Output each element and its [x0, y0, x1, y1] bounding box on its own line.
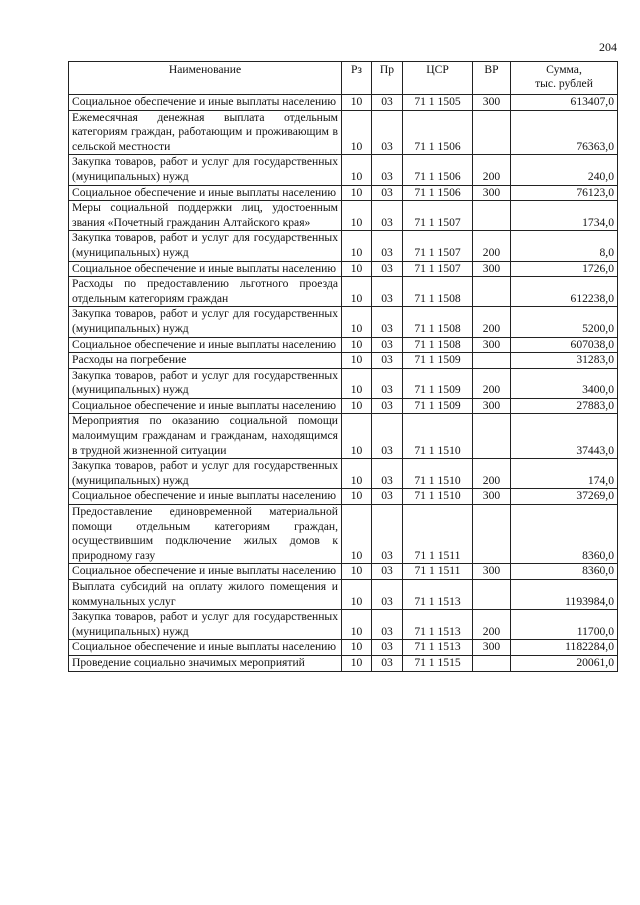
cell-csr: 71 1 1510 [403, 414, 473, 459]
table-row [69, 655, 618, 671]
cell-rz: 10 [342, 459, 372, 489]
header-rz: Рз [342, 62, 372, 95]
cell-csr: 71 1 1506 [403, 110, 473, 155]
cell-csr: 71 1 1506 [403, 185, 473, 201]
cell-sum: 1182284,0 [511, 640, 618, 656]
cell-pr: 03 [372, 277, 403, 307]
cell-sum: 1193984,0 [511, 580, 618, 610]
header-name: Наименование [69, 62, 342, 95]
cell-pr: 03 [372, 337, 403, 353]
cell-csr: 71 1 1507 [403, 261, 473, 277]
cell-vr: 300 [473, 95, 511, 111]
cell-name: Предоставление единовременной материальной помощи отдельным категориям граждан, осуществившим подключение жилых домов к природному газу [69, 505, 342, 564]
cell-csr: 71 1 1513 [403, 640, 473, 656]
table-row [69, 307, 618, 337]
cell-csr: 71 1 1510 [403, 489, 473, 505]
cell-csr: 71 1 1505 [403, 95, 473, 111]
cell-rz: 10 [342, 231, 372, 261]
cell-csr: 71 1 1506 [403, 155, 473, 185]
cell-pr: 03 [372, 564, 403, 580]
table-row [69, 277, 618, 307]
cell-rz: 10 [342, 564, 372, 580]
cell-vr [473, 505, 511, 564]
cell-name: Закупка товаров, работ и услуг для государственных (муниципальных) нужд [69, 155, 342, 185]
table-row [69, 610, 618, 640]
cell-csr: 71 1 1513 [403, 610, 473, 640]
cell-pr: 03 [372, 231, 403, 261]
header-vr: ВР [473, 62, 511, 95]
cell-name: Социальное обеспечение и иные выплаты населению [69, 398, 342, 414]
cell-sum: 76363,0 [511, 110, 618, 155]
table-row [69, 261, 618, 277]
table-row [69, 201, 618, 231]
cell-csr: 71 1 1508 [403, 337, 473, 353]
cell-name: Социальное обеспечение и иные выплаты населению [69, 95, 342, 111]
table-row [69, 337, 618, 353]
cell-rz: 10 [342, 261, 372, 277]
cell-vr: 300 [473, 185, 511, 201]
table-row [69, 231, 618, 261]
cell-vr: 300 [473, 640, 511, 656]
cell-rz: 10 [342, 640, 372, 656]
cell-vr: 200 [473, 610, 511, 640]
cell-name: Закупка товаров, работ и услуг для государственных (муниципальных) нужд [69, 368, 342, 398]
cell-rz: 10 [342, 110, 372, 155]
cell-name: Закупка товаров, работ и услуг для государственных (муниципальных) нужд [69, 459, 342, 489]
cell-pr: 03 [372, 110, 403, 155]
cell-rz: 10 [342, 337, 372, 353]
cell-name: Закупка товаров, работ и услуг для государственных (муниципальных) нужд [69, 231, 342, 261]
cell-csr: 71 1 1511 [403, 505, 473, 564]
cell-vr: 300 [473, 261, 511, 277]
header-pr: Пр [372, 62, 403, 95]
cell-name: Социальное обеспечение и иные выплаты населению [69, 261, 342, 277]
table-row [69, 110, 618, 155]
cell-name: Социальное обеспечение и иные выплаты населению [69, 337, 342, 353]
header-sum-line2: тыс. рублей [535, 77, 593, 90]
cell-csr: 71 1 1507 [403, 201, 473, 231]
cell-name: Социальное обеспечение и иные выплаты населению [69, 640, 342, 656]
cell-csr: 71 1 1515 [403, 655, 473, 671]
table-row [69, 155, 618, 185]
cell-vr: 300 [473, 398, 511, 414]
header-sum-line1: Сумма, [546, 63, 582, 76]
cell-pr: 03 [372, 155, 403, 185]
cell-rz: 10 [342, 307, 372, 337]
cell-csr: 71 1 1513 [403, 580, 473, 610]
cell-name: Закупка товаров, работ и услуг для государственных (муниципальных) нужд [69, 307, 342, 337]
cell-vr [473, 277, 511, 307]
table-header-row [69, 62, 618, 95]
cell-pr: 03 [372, 610, 403, 640]
cell-name: Расходы на погребение [69, 353, 342, 369]
cell-rz: 10 [342, 95, 372, 111]
table-row [69, 185, 618, 201]
cell-vr: 300 [473, 489, 511, 505]
cell-name: Ежемесячная денежная выплата отдельным категориям граждан, работающим и проживающим в сельской местности [69, 110, 342, 155]
cell-pr: 03 [372, 95, 403, 111]
table-row [69, 95, 618, 111]
cell-rz: 10 [342, 201, 372, 231]
cell-pr: 03 [372, 398, 403, 414]
table-body [69, 95, 618, 672]
page-number: 204 [599, 40, 617, 54]
cell-rz: 10 [342, 610, 372, 640]
cell-pr: 03 [372, 185, 403, 201]
cell-rz: 10 [342, 398, 372, 414]
cell-rz: 10 [342, 155, 372, 185]
cell-csr: 71 1 1509 [403, 353, 473, 369]
cell-csr: 71 1 1507 [403, 231, 473, 261]
table-row [69, 640, 618, 656]
table-row [69, 505, 618, 564]
cell-sum: 5200,0 [511, 307, 618, 337]
cell-name: Мероприятия по оказанию социальной помощи малоимущим гражданам и гражданам, находящимся в трудной жизненной ситуации [69, 414, 342, 459]
table-row [69, 580, 618, 610]
cell-rz: 10 [342, 489, 372, 505]
cell-vr: 300 [473, 564, 511, 580]
cell-csr: 71 1 1508 [403, 307, 473, 337]
cell-sum: 612238,0 [511, 277, 618, 307]
cell-sum: 8360,0 [511, 505, 618, 564]
cell-rz: 10 [342, 368, 372, 398]
cell-vr [473, 655, 511, 671]
cell-csr: 71 1 1511 [403, 564, 473, 580]
cell-sum: 11700,0 [511, 610, 618, 640]
cell-vr [473, 201, 511, 231]
cell-sum: 1726,0 [511, 261, 618, 277]
cell-pr: 03 [372, 505, 403, 564]
table-row [69, 459, 618, 489]
cell-vr: 200 [473, 155, 511, 185]
cell-pr: 03 [372, 368, 403, 398]
cell-pr: 03 [372, 414, 403, 459]
cell-name: Расходы по предоставлению льготного проезда отдельным категориям граждан [69, 277, 342, 307]
cell-pr: 03 [372, 353, 403, 369]
cell-sum: 607038,0 [511, 337, 618, 353]
cell-sum: 27883,0 [511, 398, 618, 414]
cell-name: Выплата субсидий на оплату жилого помещения и коммунальных услуг [69, 580, 342, 610]
cell-pr: 03 [372, 655, 403, 671]
cell-rz: 10 [342, 505, 372, 564]
cell-vr [473, 580, 511, 610]
cell-rz: 10 [342, 353, 372, 369]
cell-sum: 3400,0 [511, 368, 618, 398]
cell-sum: 8360,0 [511, 564, 618, 580]
cell-vr: 200 [473, 307, 511, 337]
cell-vr: 300 [473, 337, 511, 353]
cell-vr [473, 353, 511, 369]
cell-pr: 03 [372, 640, 403, 656]
table-row [69, 398, 618, 414]
cell-pr: 03 [372, 580, 403, 610]
cell-csr: 71 1 1508 [403, 277, 473, 307]
cell-rz: 10 [342, 185, 372, 201]
cell-vr: 200 [473, 368, 511, 398]
cell-name: Меры социальной поддержки лиц, удостоенным звания «Почетный гражданин Алтайского края» [69, 201, 342, 231]
cell-csr: 71 1 1509 [403, 368, 473, 398]
table-row [69, 414, 618, 459]
cell-pr: 03 [372, 201, 403, 231]
cell-vr [473, 110, 511, 155]
cell-vr: 200 [473, 459, 511, 489]
header-sum [511, 62, 618, 95]
table-row [69, 353, 618, 369]
cell-pr: 03 [372, 489, 403, 505]
cell-rz: 10 [342, 655, 372, 671]
cell-pr: 03 [372, 261, 403, 277]
cell-sum: 76123,0 [511, 185, 618, 201]
cell-sum: 174,0 [511, 459, 618, 489]
cell-csr: 71 1 1510 [403, 459, 473, 489]
cell-vr: 200 [473, 231, 511, 261]
cell-sum: 20061,0 [511, 655, 618, 671]
cell-name: Социальное обеспечение и иные выплаты населению [69, 489, 342, 505]
cell-sum: 37443,0 [511, 414, 618, 459]
cell-sum: 8,0 [511, 231, 618, 261]
cell-sum: 613407,0 [511, 95, 618, 111]
cell-rz: 10 [342, 277, 372, 307]
budget-table [68, 61, 618, 672]
table-row [69, 564, 618, 580]
cell-sum: 31283,0 [511, 353, 618, 369]
cell-pr: 03 [372, 459, 403, 489]
cell-rz: 10 [342, 414, 372, 459]
table-row [69, 489, 618, 505]
cell-name: Проведение социально значимых мероприятий [69, 655, 342, 671]
table-row [69, 368, 618, 398]
cell-pr: 03 [372, 307, 403, 337]
cell-csr: 71 1 1509 [403, 398, 473, 414]
header-csr: ЦСР [403, 62, 473, 95]
cell-name: Социальное обеспечение и иные выплаты населению [69, 185, 342, 201]
cell-sum: 1734,0 [511, 201, 618, 231]
cell-sum: 240,0 [511, 155, 618, 185]
cell-vr [473, 414, 511, 459]
cell-rz: 10 [342, 580, 372, 610]
cell-sum: 37269,0 [511, 489, 618, 505]
cell-name: Социальное обеспечение и иные выплаты населению [69, 564, 342, 580]
cell-name: Закупка товаров, работ и услуг для государственных (муниципальных) нужд [69, 610, 342, 640]
